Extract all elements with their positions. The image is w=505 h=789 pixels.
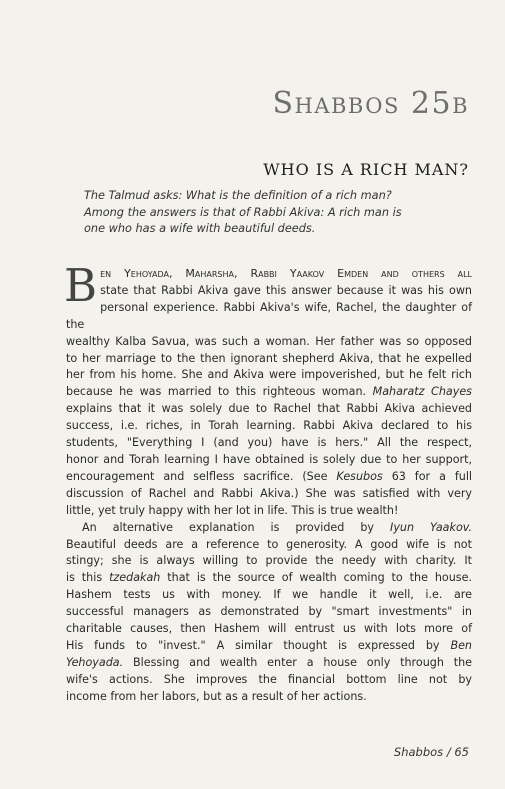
intro-passage — [84, 188, 464, 238]
body-line: little, yet truly happy with her lot in life. This is true wealth! — [66, 503, 399, 517]
drop-cap: B — [64, 259, 98, 312]
body-line: An alternative explanation is provided by Iyun Yaakov. — [82, 520, 472, 534]
body-text — [64, 259, 473, 706]
body-line: success, i.e. riches, in Torah learning. Rabbi Akiva declared to his — [66, 419, 472, 433]
body-line: en Yehoyada, Maharsha, Rabbi Yaakov Emden and others all — [100, 267, 472, 280]
body-line: His funds to "invest." A similar thought is expressed by Ben — [66, 638, 472, 652]
body-line: Yehoyada. Blessing and wealth enter a house only through the — [66, 655, 473, 669]
body-line: discussion of Rachel and Rabbi Akiva.) She was satisfied with very — [66, 486, 472, 500]
body-line: stingy; she is always willing to provide the needy with charity. It — [66, 554, 472, 568]
body-line: is this tzedakah that is the source of wealth coming to the house. — [66, 571, 472, 585]
body-line: wealthy Kalba Savua, was such a woman. Her father was so opposed — [66, 334, 472, 348]
body-line: wife's actions. She improves the financial bottom line not by — [66, 672, 472, 686]
body-line: charitable causes, then Hashem will entrust us with lots more of — [66, 622, 472, 636]
intro-line: one who has a wife with beautiful deeds. — [84, 222, 316, 235]
body-line: to her marriage to the then ignorant shepherd Akiva, that he expelled — [66, 351, 472, 365]
body-line: Hashem tests us with money. If we handle it well, i.e. are — [66, 588, 472, 602]
body-line: income from her labors, but as a result of her actions. — [66, 689, 367, 703]
body-line: encouragement and selfless sacrifice. (See Kesubos 63 for a full — [66, 469, 473, 483]
section-heading: WHO IS A RICH MAN? — [263, 160, 469, 179]
chapter-title: Shabbos 25b — [272, 86, 469, 121]
intro-line: The Talmud asks: What is the definition of a rich man? — [84, 189, 392, 202]
body-line: successful managers as demonstrated by "smart investments" in — [66, 605, 472, 619]
page-footer: Shabbos / 65 — [393, 745, 469, 759]
body-line: state that Rabbi Akiva gave this answer because it was his own — [100, 283, 472, 297]
body-line: her from his home. She and Akiva were impoverished, but he felt rich — [66, 368, 472, 382]
body-line: honor and Torah learning I have obtained is solely due to her support, — [66, 452, 472, 466]
body-line: because he was married to this righteous woman. Maharatz Chayes — [66, 385, 472, 399]
body-line: Beautiful deeds are a reference to generosity. A good wife is not — [66, 537, 472, 551]
body-line: explains that it was solely due to Rachel that Rabbi Akiva achieved — [66, 402, 472, 416]
intro-line: Among the answers is that of Rabbi Akiva: A rich man is — [84, 205, 402, 219]
body-line: personal experience. Rabbi Akiva's wife, Rachel, the daughter of the — [66, 300, 472, 331]
body-line: students, "Everything I (and you) have is hers." All the respect, — [66, 436, 472, 450]
